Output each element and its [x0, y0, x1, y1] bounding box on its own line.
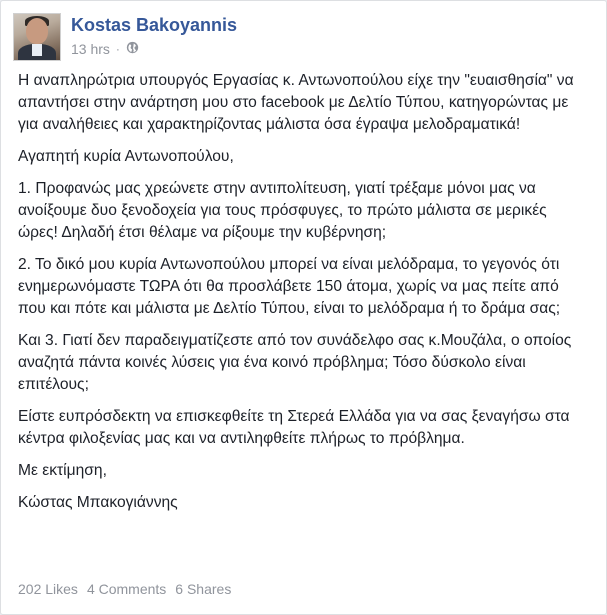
post-paragraph: Αγαπητή κυρία Αντωνοπούλου,: [18, 148, 234, 165]
author-name[interactable]: Kostas Bakoyannis: [71, 15, 238, 35]
globe-icon: [126, 41, 139, 57]
post-paragraph: Η αναπληρώτρια υπουργός Εργασίας κ. Αντωνοπούλου είχε την "ευαισθησία" να απαντήσει στην ανάρτηση μου στο facebook με Δελτίο Τύπου, κατηγορώντας με για αναλήθειες και χαρακτηρίζοντας μάλιστα όσα έγραψα μελοδραματικά!: [18, 72, 574, 133]
meta-separator: ·: [115, 42, 120, 56]
post-paragraph: 2. Το δικό μου κυρία Αντωνοπούλου μπορεί να είναι μελόδραμα, το γεγονός ότι ενημερωνόμαστε ΤΩΡΑ ότι θα προσλάβετε 150 άτομα, χωρίς να μας πείτε από που και πότε και μάλιστα με Δελτίο Τύπου, είναι το μελόδραμα ή το δράμα σας;: [18, 256, 561, 317]
post-timestamp[interactable]: 13 hrs: [71, 41, 110, 57]
post-paragraph: Με εκτίμηση,: [18, 462, 107, 479]
post-paragraph: Και 3. Γιατί δεν παραδειγματίζεστε από τον συνάδελφο σας κ.Μουζάλα, ο οποίος αναζητά πάντα κοινές λύσεις για ένα κοινό πρόβλημα; Τόσο δύσκολο είναι επιτέλους;: [18, 332, 572, 393]
post-meta: [71, 41, 139, 57]
post-paragraph: Κώστας Μπακογιάννης: [18, 494, 178, 511]
likes-count[interactable]: 202 Likes: [18, 581, 78, 597]
post-paragraph: 1. Προφανώς μας χρεώνετε στην αντιπολίτευση, γιατί τρέξαμε μόνοι μας να ανοίξουμε δυο ξενοδοχεία για τους πρόσφυγες, το πρώτο μάλιστα σε μερικές ώρες! Δηλαδή έτσι θέλαμε να ρίξουμε την κυβέρνηση;: [18, 180, 547, 241]
post-paragraph: Είστε ευπρόσδεκτη να επισκεφθείτε τη Στερεά Ελλάδα για να σας ξεναγήσω στα κέντρα φιλοξενίας μας και να αντιληφθείτε πλήρως το πρόβλημα.: [18, 408, 570, 447]
engagement-stats: [18, 581, 231, 597]
post-text: [18, 70, 590, 524]
comments-count[interactable]: 4 Comments: [86, 581, 167, 597]
shares-count[interactable]: 6 Shares: [175, 581, 232, 597]
avatar[interactable]: [13, 13, 61, 61]
